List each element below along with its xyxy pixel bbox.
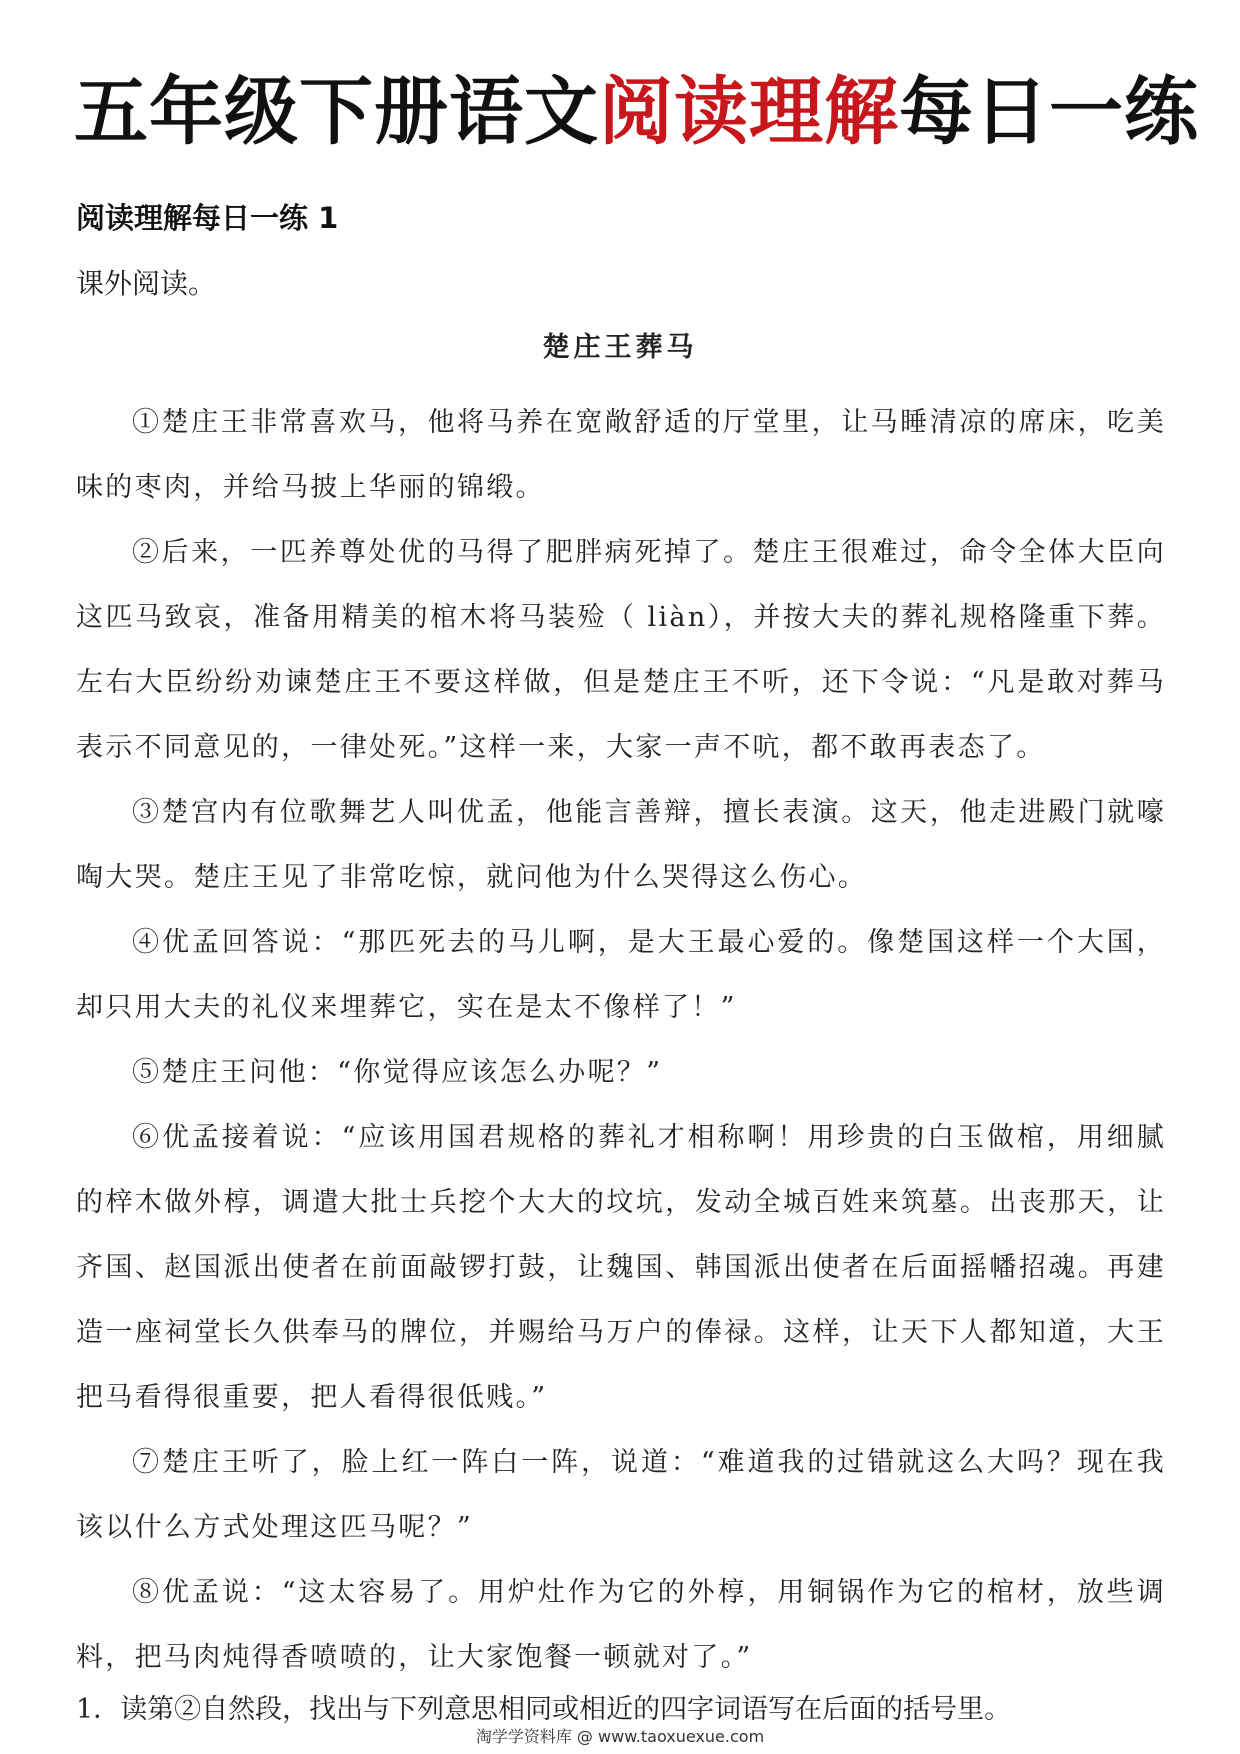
paragraph-2: ②后来，一匹养尊处优的马得了肥胖病死掉了。楚庄王很难过，命令全体大臣向这匹马致哀，准备用精美的棺木将马装殓（ liàn），并按大夫的葬礼规格隆重下葬。左右大臣纷纷劝谏楚庄王不要这样做，但是楚庄王不听，还下令说：“凡是敢对葬马表示不同意见的，一律处死。”这样一来，大家一声不吭，都不敢再表态了。 <box>76 537 1166 763</box>
main-title-part1: 五年级下册语文 <box>74 69 599 155</box>
paragraph-5: ⑤楚庄王问他：“你觉得应该怎么办呢？” <box>132 1057 663 1088</box>
paragraph-6: ⑥优孟接着说：“应该用国君规格的葬礼才相称啊！用珍贵的白玉做棺，用细腻的梓木做外椁，调遣大批士兵挖个大大的坟坑，发动全城百姓来筑墓。出丧那天，让齐国、赵国派出使者在前面敲锣打鼓，让魏国、韩国派出使者在后面摇幡招魂。再建造一座祠堂长久供奉马的牌位，并赐给马万户的俸禄。这样，让天下人都知道，大王把马看得很重要，把人看得很低贱。” <box>76 1122 1166 1413</box>
main-title-part2: 每日一练 <box>899 69 1199 155</box>
story-body <box>76 390 1166 1690</box>
section-title: 阅读理解每日一练 1 <box>76 201 339 235</box>
paragraph-3: ③楚宫内有位歌舞艺人叫优孟，他能言善辩，擅长表演。这天，他走进殿门就嚎啕大哭。楚庄王见了非常吃惊，就问他为什么哭得这么伤心。 <box>76 797 1166 893</box>
paragraph-7: ⑦楚庄王听了，脸上红一阵白一阵，说道：“难道我的过错就这么大吗？现在我该以什么方式处理这匹马呢？” <box>76 1447 1166 1543</box>
paragraph-4: ④优孟回答说：“那匹死去的马儿啊，是大王最心爱的。像楚国这样一个大国，却只用大夫的礼仪来埋葬它，实在是太不像样了！” <box>76 927 1166 1023</box>
main-title <box>74 62 1199 162</box>
paragraph-1: ①楚庄王非常喜欢马，他将马养在宽敞舒适的厅堂里，让马睡清凉的席床，吃美味的枣肉，并给马披上华丽的锦缎。 <box>76 407 1166 503</box>
paragraph-8: ⑧优孟说：“这太容易了。用炉灶作为它的外椁，用铜锅作为它的棺材，放些调料，把马肉炖得香喷喷的，让大家饱餐一顿就对了。” <box>76 1577 1166 1673</box>
watermark: 淘学学资料库 @ www.taoxuexue.com <box>475 1727 765 1746</box>
question-1: 1．读第②自然段，找出与下列意思相同或相近的四字词语写在后面的括号里。 <box>76 1694 1012 1725</box>
story-title: 楚庄王葬马 <box>542 332 698 363</box>
main-title-accent: 阅读理解 <box>599 69 899 155</box>
instruction-text: 课外阅读。 <box>76 267 217 300</box>
